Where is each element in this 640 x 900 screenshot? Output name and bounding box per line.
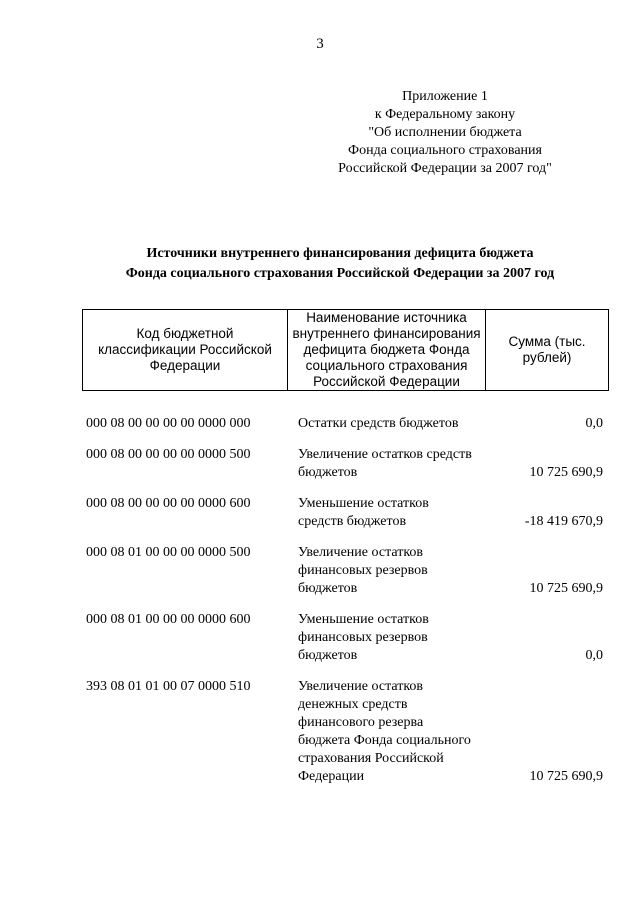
title-line: Источники внутреннего финансирования дефицита бюджета — [146, 246, 534, 261]
source-name-line: Федерации — [298, 769, 365, 784]
budget-code: 000 08 00 00 00 00 0000 500 — [86, 447, 251, 462]
amount: 10 725 690,9 — [529, 581, 603, 596]
appendix-line: "Об исполнении бюджета — [368, 125, 522, 140]
appendix-line: Российской Федерации за 2007 год" — [338, 161, 552, 176]
amount: 0,0 — [585, 648, 603, 663]
amount: 0,0 — [585, 416, 603, 431]
budget-code: 000 08 00 00 00 00 0000 000 — [86, 416, 251, 431]
table-row — [82, 544, 609, 598]
source-name — [296, 495, 503, 531]
source-name-line: финансового резерва — [298, 715, 424, 730]
appendix-block — [300, 88, 590, 178]
source-name — [296, 544, 503, 598]
table-row — [82, 611, 609, 665]
source-name-line: страхования Российской — [298, 751, 444, 766]
budget-code: 393 08 01 01 00 07 0000 510 — [86, 679, 251, 694]
budget-code: 000 08 01 00 00 00 0000 500 — [86, 545, 251, 560]
source-name-line: Увеличение остатков — [298, 679, 424, 694]
source-name-line: финансовых резервов — [298, 563, 428, 578]
budget-code: 000 08 00 00 00 00 0000 600 — [86, 496, 251, 511]
source-name-line: бюджетов — [298, 648, 358, 663]
table-header — [82, 309, 609, 391]
table-row — [82, 495, 609, 531]
table-row — [82, 678, 609, 786]
amount: -18 419 670,9 — [524, 514, 603, 529]
source-name-line: Увеличение остатков средств — [298, 447, 472, 462]
table-row — [82, 415, 609, 433]
appendix-line: Фонда социального страхования — [348, 143, 542, 158]
appendix-line: к Федеральному закону — [374, 107, 516, 122]
source-name — [296, 446, 503, 482]
header-sum: Сумма (тыс. рублей) — [508, 334, 586, 365]
page-number: 3 — [316, 36, 324, 52]
budget-code: 000 08 01 00 00 00 0000 600 — [86, 612, 251, 627]
source-name — [296, 678, 503, 786]
header-name: Наименование источника внутреннего финансирования дефицита бюджета Фонда социального страхования Российской Федерации — [288, 310, 486, 390]
source-name-line: Уменьшение остатков — [298, 496, 429, 511]
source-name-line: средств бюджетов — [298, 514, 407, 529]
source-name-line: Уменьшение остатков — [298, 612, 429, 627]
source-name-line: финансовых резервов — [298, 630, 428, 645]
amount: 10 725 690,9 — [529, 769, 603, 784]
source-name-line: Увеличение остатков — [298, 545, 424, 560]
table-body — [82, 415, 609, 799]
header-code: Код бюджетной классификации Российской Федерации — [83, 310, 288, 390]
source-name-line: Остатки средств бюджетов — [298, 416, 459, 431]
table-row — [82, 446, 609, 482]
source-name-line: бюджета Фонда социального — [298, 733, 471, 748]
title-line: Фонда социального страхования Российской Федерации за 2007 год — [125, 266, 555, 281]
appendix-line: Приложение 1 — [402, 89, 488, 104]
source-name-line: бюджетов — [298, 465, 358, 480]
source-name-line: бюджетов — [298, 581, 358, 596]
source-name — [296, 415, 503, 433]
amount: 10 725 690,9 — [529, 465, 603, 480]
document-title — [60, 244, 620, 284]
source-name-line: денежных средств — [298, 697, 408, 712]
source-name — [296, 611, 503, 665]
